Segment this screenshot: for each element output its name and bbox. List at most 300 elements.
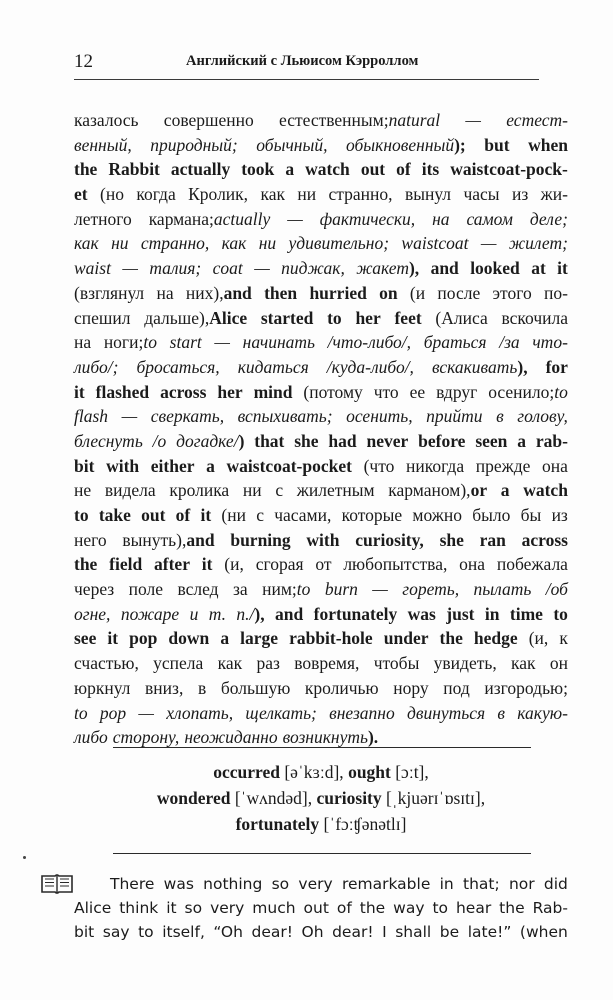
word: она	[542, 455, 568, 476]
word: удивительно;	[288, 233, 390, 254]
text-line	[74, 355, 568, 380]
word: от	[315, 554, 332, 575]
word: a	[220, 628, 230, 649]
word: вынуть),and	[122, 529, 215, 550]
word: раз	[256, 653, 280, 674]
word: гореть,	[402, 579, 460, 600]
pronunciation-block	[74, 759, 568, 837]
english-line	[74, 920, 568, 944]
word: her	[355, 307, 381, 328]
word: бросаться,	[136, 356, 220, 377]
word: летного	[74, 208, 132, 229]
word: take	[98, 505, 131, 525]
text-line	[74, 651, 568, 676]
word: можно	[412, 505, 463, 525]
word: that;	[463, 875, 500, 893]
page-number: 12	[74, 51, 93, 72]
word: —	[480, 233, 497, 254]
text-line	[74, 182, 568, 207]
word: —	[214, 332, 230, 353]
word: бы	[520, 505, 542, 525]
word: (что	[363, 455, 395, 476]
word: естественным;natural	[279, 110, 441, 130]
word: (потому	[303, 381, 363, 402]
word: her	[217, 381, 243, 402]
english-original-text	[74, 872, 568, 944]
word: (when	[519, 923, 568, 941]
word: кармана;actually	[148, 208, 271, 229]
word: itself,	[162, 923, 205, 941]
word: a	[517, 430, 526, 451]
word: be	[439, 923, 460, 941]
word: вспыхивать;	[237, 406, 333, 427]
open-book-icon	[40, 873, 74, 895]
word: она	[459, 554, 486, 575]
word: out	[303, 899, 329, 917]
word: it	[74, 381, 85, 402]
word: из	[551, 505, 568, 525]
text-line	[74, 503, 568, 528]
word: then	[264, 282, 298, 303]
word: so	[271, 875, 290, 893]
word: Oh	[301, 923, 324, 941]
word: very	[298, 875, 333, 893]
word: этого	[492, 282, 532, 303]
word: ни	[258, 233, 277, 254]
word: bit	[74, 455, 95, 476]
word: Rab-	[532, 899, 568, 917]
word: that	[254, 430, 285, 451]
word: of	[336, 899, 352, 917]
word: it	[107, 628, 119, 649]
word: прийти	[426, 406, 483, 427]
word: браться	[423, 332, 487, 353]
word: за	[232, 579, 248, 600]
word: как	[74, 233, 99, 254]
word: него	[74, 529, 107, 550]
word: large	[240, 628, 279, 649]
word: хлопать,	[166, 702, 234, 723]
word: either	[150, 455, 195, 476]
word: ноги;to	[103, 332, 157, 353]
word: не	[74, 480, 92, 501]
word: в	[197, 677, 207, 698]
word: вниз,	[145, 677, 184, 698]
header-divider	[74, 79, 539, 80]
word: часами,	[274, 505, 332, 525]
word: hedge	[473, 628, 518, 649]
word: никогда	[406, 455, 465, 476]
word: деле;	[529, 208, 568, 229]
word: Alice	[74, 899, 112, 917]
word: поле	[128, 579, 164, 600]
word: в	[496, 406, 504, 427]
word: —	[121, 406, 138, 427]
word: hear	[455, 899, 492, 917]
word: сгорая	[255, 554, 304, 575]
word: на	[432, 208, 450, 229]
word: он	[549, 653, 568, 674]
word: фактически,	[319, 208, 416, 229]
word: огне,	[74, 603, 111, 624]
word: way	[393, 899, 425, 917]
word: There	[110, 875, 155, 893]
word: (и	[409, 282, 426, 303]
word: жакет),	[356, 258, 420, 279]
text-line	[74, 207, 568, 232]
word: (но	[100, 184, 124, 205]
word: to	[327, 307, 342, 328]
word: под	[443, 677, 470, 698]
word: какую-	[517, 702, 568, 723]
word: ran	[479, 529, 506, 550]
word: fortunately	[313, 603, 398, 624]
word: на	[74, 332, 92, 353]
word: and	[430, 258, 459, 279]
word: осенило;to	[488, 381, 568, 402]
word: —	[287, 208, 303, 229]
word: the	[499, 899, 525, 917]
word: большую	[220, 677, 291, 698]
word: rab-	[535, 430, 568, 451]
text-line	[74, 306, 568, 331]
word: т.	[208, 603, 226, 624]
word: rabbit-hole	[289, 628, 373, 649]
word: вовремя,	[294, 653, 360, 674]
word: (и,	[224, 554, 244, 575]
word: the	[359, 899, 386, 917]
text-line	[74, 577, 568, 602]
word: across	[521, 529, 568, 550]
word: burning	[230, 529, 291, 550]
text-line	[74, 676, 568, 701]
page-header	[74, 51, 534, 75]
word: nor	[508, 875, 535, 893]
top-divider	[113, 747, 531, 748]
word: что	[373, 381, 399, 402]
word: неожиданно	[184, 727, 278, 748]
word: увидеть,	[433, 653, 497, 674]
word: out	[141, 505, 166, 525]
word: к	[559, 628, 568, 649]
word: mind	[253, 381, 293, 402]
word: was	[163, 875, 194, 893]
word: вскочила	[501, 307, 568, 328]
pronunciation-line: fortunately [ˈfɔːʧənətlɪ]	[235, 814, 407, 834]
word: догадке/)	[176, 430, 245, 451]
word: under	[383, 628, 429, 649]
word: пиджак,	[281, 258, 345, 279]
text-line	[74, 602, 568, 627]
word: начинать	[242, 332, 315, 353]
word: сверкать,	[150, 406, 225, 427]
word: but	[484, 134, 510, 155]
word: before	[418, 430, 466, 451]
word: совершенно	[163, 110, 254, 130]
margin-dot	[23, 856, 26, 859]
word: побежала	[496, 554, 568, 575]
word: по-	[544, 282, 568, 303]
word: (Алиса	[435, 307, 488, 328]
word: to	[74, 702, 88, 723]
word: had	[328, 430, 357, 451]
word: кроличью	[304, 677, 379, 698]
word: ним;to	[262, 579, 311, 600]
word: did	[543, 875, 568, 893]
text-line	[74, 404, 568, 429]
word: the	[74, 554, 98, 575]
word: —	[138, 702, 154, 723]
text-line	[74, 552, 568, 577]
word: took	[241, 159, 275, 180]
word: in	[439, 875, 454, 893]
word: field	[109, 554, 143, 575]
word: п./),	[236, 603, 265, 624]
word: its	[421, 159, 440, 180]
word: nothing	[203, 875, 263, 893]
word: обыкновенный);	[345, 134, 466, 155]
pronunciation-line: wondered [ˈwʌndəd], curiosity [ˌkjuərɪˈɒsɪtɪ],	[156, 788, 486, 808]
word: блеснуть	[74, 430, 143, 451]
text-line	[74, 626, 568, 651]
word: —	[122, 258, 138, 279]
word: seen	[475, 430, 508, 451]
word: started	[260, 307, 314, 328]
text-line	[74, 429, 568, 454]
word: из	[511, 184, 529, 205]
word: at	[531, 258, 546, 279]
text-line	[74, 281, 568, 306]
word: когда	[136, 184, 176, 205]
commentary-text	[74, 108, 568, 750]
word: very	[210, 899, 245, 917]
word: after	[154, 554, 190, 575]
word: кидаться	[237, 356, 309, 377]
word: see	[74, 628, 97, 649]
word: жилетным	[296, 480, 375, 501]
word: to	[432, 899, 449, 917]
word: just	[446, 603, 475, 624]
english-line	[74, 896, 568, 920]
word: успела	[153, 653, 204, 674]
word: the	[74, 159, 98, 180]
text-line	[74, 701, 568, 726]
word: /куда-либо/,	[326, 356, 414, 377]
word: across	[160, 381, 207, 402]
word: she	[294, 430, 319, 451]
word: казалось	[74, 110, 139, 130]
word: прежде	[475, 455, 531, 476]
word: щелкать;	[245, 702, 317, 723]
word: actually	[170, 159, 231, 180]
pronunciation-line: occurred [əˈkɜːd], ought [ɔːt],	[213, 762, 429, 782]
word: дальше),Alice	[144, 307, 248, 328]
word: it	[557, 258, 568, 279]
text-line	[74, 330, 568, 355]
word: в	[497, 702, 506, 723]
word: странно,	[140, 233, 210, 254]
word: the	[439, 628, 463, 649]
word: /о	[152, 430, 167, 451]
word: when	[528, 134, 568, 155]
word: с	[275, 480, 284, 501]
word: out	[360, 159, 386, 180]
word: странно,	[328, 184, 393, 205]
word: Кролик,	[188, 184, 249, 205]
word: любопытства,	[343, 554, 448, 575]
word: dear!	[332, 923, 374, 941]
word: сторону,	[112, 727, 180, 748]
text-line	[74, 133, 568, 158]
word: of	[396, 159, 411, 180]
word: жилет;	[508, 233, 568, 254]
word: вскакивать),	[431, 356, 528, 377]
word: карманом),or	[388, 480, 488, 501]
word: waist	[74, 258, 111, 279]
word: with	[306, 529, 340, 550]
word: (ни	[221, 505, 246, 525]
word: looked	[470, 258, 520, 279]
word: pop	[99, 702, 127, 723]
word: down	[168, 628, 210, 649]
word: нору	[393, 677, 429, 698]
word: естест-	[506, 110, 568, 130]
word: pop	[129, 628, 158, 649]
word: природный;	[150, 134, 238, 155]
word: жи-	[540, 184, 568, 205]
word: (взглянул	[74, 282, 145, 303]
word: watch	[523, 480, 568, 501]
text-line	[74, 528, 568, 553]
word: waistcoat	[401, 233, 469, 254]
word: либо	[74, 727, 108, 748]
english-line	[74, 872, 568, 896]
word: —	[254, 258, 270, 279]
word: венный,	[74, 134, 132, 155]
word: late!”	[467, 923, 512, 941]
bottom-divider	[113, 853, 531, 854]
word: которые	[341, 505, 403, 525]
text-line	[74, 478, 568, 503]
word: and	[275, 603, 304, 624]
word: a	[500, 480, 510, 501]
word: time	[509, 603, 543, 624]
word: much	[252, 899, 296, 917]
word: coat	[212, 258, 243, 279]
word: waistcoat-pocket	[226, 455, 352, 476]
word: вынул	[404, 184, 452, 205]
word: so	[184, 899, 203, 917]
word: to	[138, 923, 154, 941]
word: пылать	[473, 579, 532, 600]
word: внезапно	[329, 702, 395, 723]
word: (и,	[528, 628, 549, 649]
word: спешил	[74, 307, 131, 328]
word: “Oh	[213, 923, 243, 941]
word: dear!	[251, 923, 293, 941]
word: think	[119, 899, 159, 917]
word: it	[200, 505, 212, 525]
word: Rabbit	[108, 159, 160, 180]
word: with	[106, 455, 140, 476]
word: талия;	[149, 258, 202, 279]
word: burn	[324, 579, 358, 600]
word: to	[553, 603, 568, 624]
word: кролика	[169, 480, 230, 501]
word: flash	[74, 406, 109, 427]
word: двинуться	[407, 702, 486, 723]
word: I	[382, 923, 387, 941]
word: feet	[394, 307, 422, 328]
word: it	[201, 554, 213, 575]
text-line	[74, 157, 568, 182]
word: через	[74, 579, 115, 600]
word: bit	[74, 923, 95, 941]
word: start	[169, 332, 202, 353]
word: et	[74, 184, 88, 205]
word: on	[379, 282, 398, 303]
word: flashed	[95, 381, 150, 402]
word: ни	[242, 480, 262, 501]
word: осенить,	[346, 406, 413, 427]
word: самом	[466, 208, 513, 229]
word: it	[166, 899, 177, 917]
text-line	[74, 380, 568, 405]
word: и	[189, 603, 199, 624]
text-line	[74, 108, 568, 133]
word: с	[256, 505, 264, 525]
word: обычный,	[256, 134, 328, 155]
word: голову,	[517, 406, 568, 427]
word: часы	[463, 184, 500, 205]
word: пожаре	[120, 603, 180, 624]
word: как	[221, 233, 247, 254]
word: never	[366, 430, 409, 451]
word: изгородью;	[484, 677, 568, 698]
word: watch	[305, 159, 350, 180]
word: curiosity,	[355, 529, 424, 550]
word: of	[175, 505, 191, 525]
word: —	[372, 579, 388, 600]
word: she	[439, 529, 464, 550]
word: как	[217, 653, 243, 674]
word: как	[511, 653, 536, 674]
word: ни	[111, 233, 129, 254]
word: /за	[499, 332, 520, 353]
word: чтобы	[373, 653, 420, 674]
word: вслед	[177, 579, 219, 600]
word: как	[260, 184, 285, 205]
word: ни	[297, 184, 317, 205]
word: вдруг	[436, 381, 478, 402]
word: юркнул	[74, 677, 131, 698]
word: было	[472, 505, 511, 525]
word: —	[465, 110, 481, 130]
word: ее	[409, 381, 426, 402]
word: видела	[104, 480, 156, 501]
word: после	[437, 282, 481, 303]
word: waistcoat-pock-	[450, 159, 568, 180]
word: for	[545, 356, 568, 377]
word: что-	[532, 332, 568, 353]
word: /об	[545, 579, 568, 600]
text-line	[74, 231, 568, 256]
word: shall	[395, 923, 432, 941]
word: in	[484, 603, 500, 624]
word: счастью,	[74, 653, 139, 674]
word: них),and	[185, 282, 252, 303]
text-line	[74, 454, 568, 479]
